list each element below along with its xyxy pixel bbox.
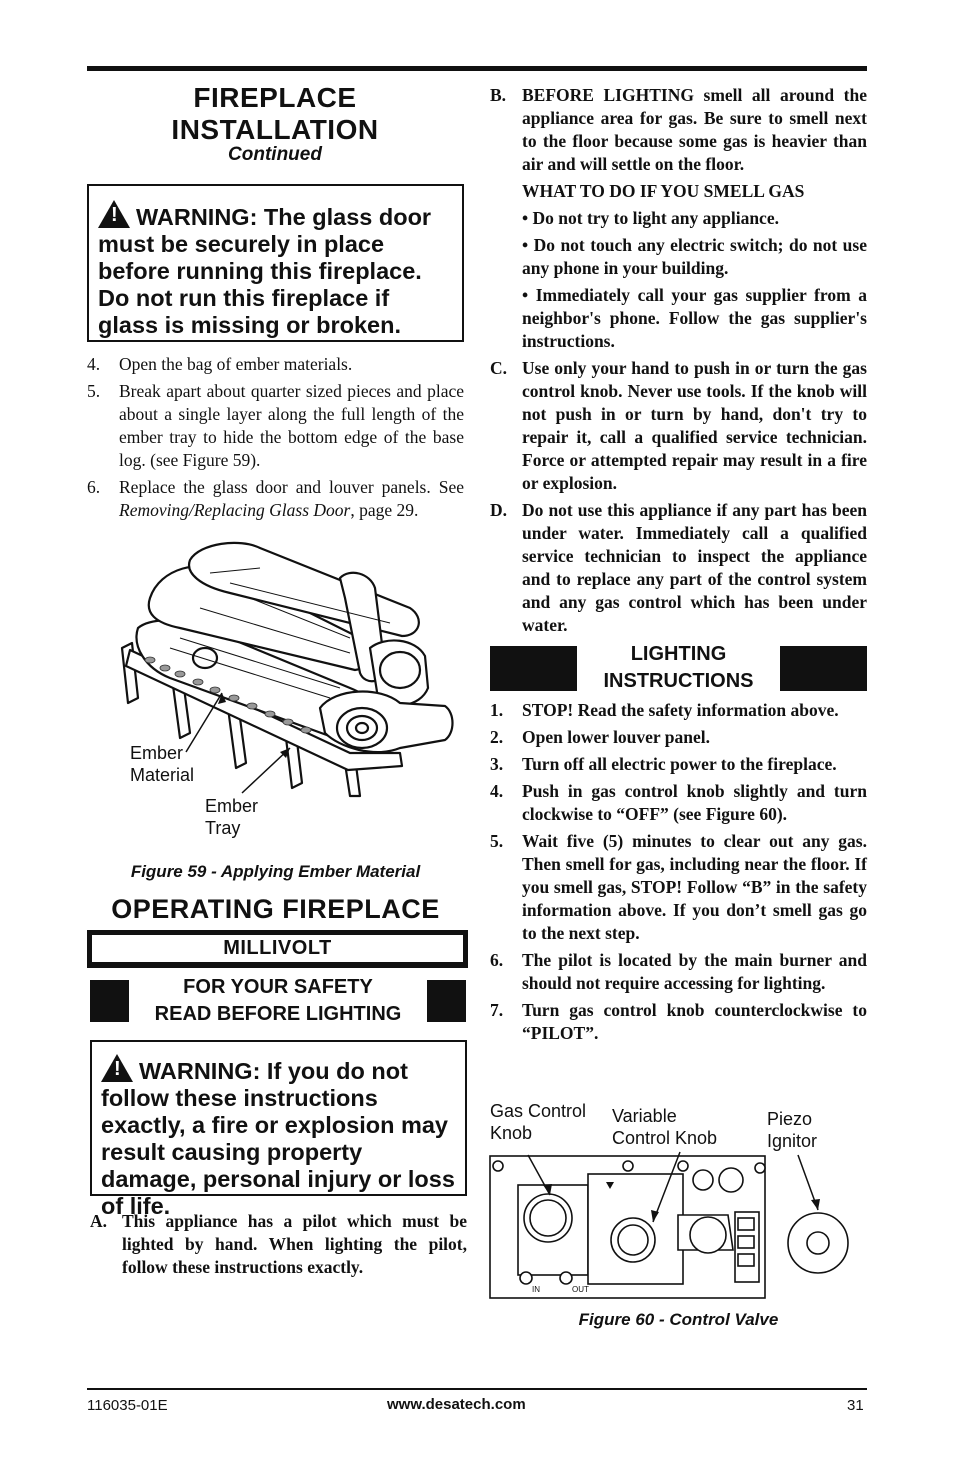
lighting-header: LIGHTING INSTRUCTIONS [603, 643, 754, 692]
safety-item-a [90, 1210, 467, 1283]
warning-text-explosion: WARNING: If you do not follow these instructions exactly, a fire or explosion may result causing property damage, personal injury or loss of life. [101, 1058, 455, 1219]
list-item: • Immediately call your gas supplier from a neighbor's phone. Follow the gas supplier's instructions. [522, 285, 867, 351]
operating-title: OPERATING FIREPLACE [111, 894, 440, 924]
list-item: B. BEFORE LIGHTING smell all around the appliance area for gas. Be sure to smell next to the floor because some gas is heavier than air and will settle on the floor. [490, 85, 867, 174]
list-item: 4. Open the bag of ember materials. [87, 354, 353, 374]
title-line-2: INSTALLATION [171, 114, 379, 145]
list-item: • Do not touch any electric switch; do not use any phone in your building. [522, 235, 867, 278]
list-item: WHAT TO DO IF YOU SMELL GAS [522, 181, 805, 201]
label-gas-control-knob: Gas Control Knob [490, 1101, 587, 1143]
list-item: • Do not try to light any appliance. [522, 208, 779, 228]
continued-label: Continued [228, 144, 322, 165]
valve-in-label: IN [532, 1285, 540, 1294]
control-valve-illustration [488, 1140, 868, 1305]
figure-60-caption: Figure 60 - Control Valve [578, 1310, 779, 1329]
list-item: 1. STOP! Read the safety information above. [490, 700, 839, 720]
millivolt-banner [87, 930, 468, 968]
list-item: A. This appliance has a pilot which must be lighted by hand. When lighting the pilot, follow these instructions exactly. [90, 1211, 467, 1277]
list-item: 3. Turn off all electric power to the fireplace. [490, 754, 837, 774]
label-variable-control-knob: Variable Control Knob [612, 1106, 718, 1148]
header-block-right [427, 980, 466, 1022]
valve-out-label: OUT [572, 1285, 589, 1294]
website-link[interactable]: www.desatech.com [387, 1396, 526, 1413]
header-block-left [90, 980, 129, 1022]
list-item: C. Use only your hand to push in or turn the gas control knob. Never use tools. If the knob will not push in or turn by hand, don't try to repair it, call a qualified service technician. Force or attempted repair may result in a fire or explosion. [490, 358, 867, 493]
warning-icon: ! [101, 1054, 133, 1082]
label-piezo-ignitor: Piezo Ignitor [767, 1109, 818, 1151]
list-item: 5. Break apart about quarter sized pieces and place about a single layer along the full length of the ember tray to hide the bottom edge of the base log. (see Figure 59). [87, 381, 464, 470]
header-block-right [780, 646, 867, 691]
list-item: 7. Turn gas control knob counterclockwise to “PILOT”. [490, 1000, 867, 1043]
list-item: 6. The pilot is located by the main burner and should not require accessing for lighting. [490, 950, 867, 993]
list-item: 5. Wait five (5) minutes to clear out any gas. Then smell for gas, including near the floor. If you smell gas, STOP! Follow “B” in the safety information above. If you don’t smell gas go to the next step. [490, 831, 867, 943]
cross-reference: Removing/Replacing Glass Door [119, 500, 351, 520]
millivolt-label: MILLIVOLT [223, 937, 332, 959]
top-rule [87, 66, 867, 71]
doc-number: 116035-01E [87, 1397, 168, 1414]
warning-icon: ! [98, 200, 130, 228]
safety-items-list [490, 84, 867, 641]
bottom-rule [87, 1388, 867, 1390]
title-line-1: FIREPLACE [193, 82, 357, 113]
warning-text-glass: WARNING: The glass door must be securely in place before running this fireplace. Do not run this fireplace if glass is missing or broken. [98, 204, 432, 338]
list-item: 2. Open lower louver panel. [490, 727, 710, 747]
ember-steps-list [87, 353, 464, 522]
list-item: 4. Push in gas control knob slightly and turn clockwise to “OFF” (see Figure 60). [490, 781, 867, 824]
label-ember-material: Ember Material [130, 743, 195, 785]
warning-box-explosion [90, 1040, 467, 1219]
safety-header: FOR YOUR SAFETY READ BEFORE LIGHTING [154, 976, 402, 1025]
list-item: 6. Replace the glass door and louver panels. See Removing/Replacing Glass Door, page 29. [87, 477, 464, 520]
label-ember-tray: Ember Tray [205, 796, 259, 838]
warning-box-glass [87, 184, 464, 342]
list-item: D. Do not use this appliance if any part has been under water. Immediately call a qualified service technician to inspect the appliance and to replace any part of the control system and any gas control which has been under water. [490, 500, 867, 635]
page-number: 31 [847, 1397, 864, 1414]
page-title [87, 82, 463, 146]
header-block-left [490, 646, 577, 691]
lighting-steps-list [490, 699, 867, 1049]
figure-59-caption: Figure 59 - Applying Ember Material [130, 862, 421, 881]
